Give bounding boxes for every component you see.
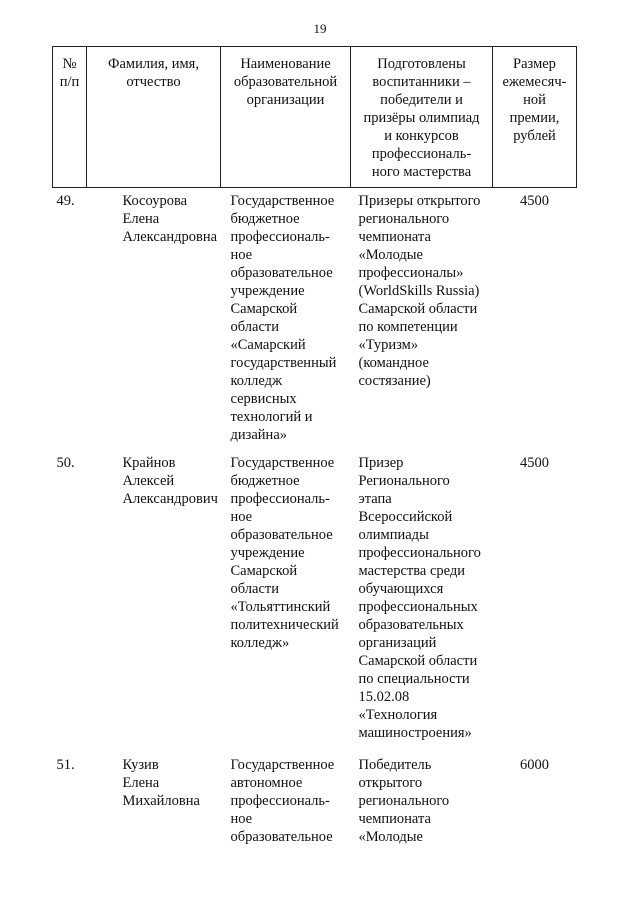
- name-line: Алексей: [122, 473, 175, 489]
- page-number: 19: [313, 21, 327, 36]
- organization-line: колледж: [230, 373, 282, 389]
- header-line: организации: [246, 92, 325, 108]
- header-line: Наименование: [240, 56, 331, 72]
- achievement-line: профессиональных: [358, 599, 478, 615]
- header-line: и конкурсов: [384, 128, 459, 144]
- organization-line: профессиональ-: [230, 229, 330, 245]
- header-line: премии,: [509, 110, 560, 126]
- header-line: №: [62, 56, 77, 72]
- row-number: 49.: [56, 193, 75, 209]
- header-line: ной: [523, 92, 546, 108]
- person-name: [87, 454, 221, 756]
- organization-line: Государственное: [230, 757, 335, 773]
- name-line: Александрович: [122, 491, 218, 507]
- achievement-line: «Технология: [358, 707, 438, 723]
- achievement-line: регионального: [358, 211, 450, 227]
- row-number: 50.: [56, 455, 75, 471]
- organization-line: колледж»: [230, 635, 290, 651]
- header-line: Фамилия, имя,: [108, 56, 199, 72]
- achievement-line: состязание): [358, 373, 431, 389]
- organization-line: автономное: [230, 775, 303, 791]
- table-header-row: [53, 47, 577, 188]
- name-line: Косоурова: [122, 193, 188, 209]
- header-organization: [221, 47, 351, 188]
- header-line: призёры олимпиад: [363, 110, 480, 126]
- bonus-amount: 4500: [520, 455, 549, 471]
- header-line: воспитанники –: [372, 74, 471, 90]
- header-line: Размер: [513, 56, 556, 72]
- bonus-amount: 4500: [520, 193, 549, 209]
- person-name: [87, 188, 221, 455]
- achievement-line: по специальности: [358, 671, 470, 687]
- achievement-line: Призер: [358, 455, 404, 471]
- header-line: п/п: [59, 74, 80, 90]
- name-line: Михайловна: [122, 793, 200, 809]
- achievement-line: (WorldSkills Russia): [358, 283, 480, 299]
- achievement-description: [351, 756, 493, 866]
- organization-line: Государственное: [230, 193, 335, 209]
- organization-line: ное: [230, 247, 253, 263]
- header-line: рублей: [513, 128, 556, 144]
- organization-line: бюджетное: [230, 211, 300, 227]
- achievement-line: этапа: [358, 491, 392, 507]
- achievement-line: профессионального: [358, 545, 481, 561]
- achievement-line: профессионалы»: [358, 265, 464, 281]
- person-name: [87, 756, 221, 866]
- achievement-line: «Молодые: [358, 829, 423, 845]
- organization-line: «Самарский: [230, 337, 306, 353]
- achievement-line: открытого: [358, 775, 423, 791]
- achievement-line: организаций: [358, 635, 437, 651]
- achievement-line: Регионального: [358, 473, 450, 489]
- organization-line: области: [230, 581, 279, 597]
- header-prepared-students: [351, 47, 493, 188]
- achievement-line: чемпионата: [358, 811, 431, 827]
- achievement-line: «Туризм»: [358, 337, 419, 353]
- name-line: Кузив: [122, 757, 159, 773]
- achievement-line: олимпиады: [358, 527, 429, 543]
- name-line: Елена: [122, 775, 160, 791]
- header-line: победители и: [380, 92, 463, 108]
- achievement-line: чемпионата: [358, 229, 431, 245]
- achievement-description: [351, 454, 493, 756]
- achievement-line: обучающихся: [358, 581, 444, 597]
- achievement-line: мастерства среди: [358, 563, 466, 579]
- bonus-amount: 6000: [520, 757, 549, 773]
- organization-line: образовательное: [230, 265, 333, 281]
- organization-line: технологий и: [230, 409, 313, 425]
- achievement-line: Победитель: [358, 757, 432, 773]
- organization-line: образовательное: [230, 527, 333, 543]
- header-line: отчество: [126, 74, 181, 90]
- header-line: профессиональ-: [371, 146, 472, 162]
- name-line: Крайнов: [122, 455, 176, 471]
- organization-name: [221, 756, 351, 866]
- organization-line: Самарской: [230, 563, 298, 579]
- achievement-line: 15.02.08: [358, 689, 410, 705]
- organization-line: Самарской: [230, 301, 298, 317]
- header-bonus-amount: [493, 47, 577, 188]
- table-row: [53, 188, 577, 455]
- achievement-line: Самарской области: [358, 653, 478, 669]
- organization-line: учреждение: [230, 545, 305, 561]
- organization-line: ное: [230, 509, 253, 525]
- table-row: [53, 756, 577, 866]
- organization-name: [221, 188, 351, 455]
- organization-line: сервисных: [230, 391, 297, 407]
- organization-line: образовательное: [230, 829, 333, 845]
- organization-line: государственный: [230, 355, 337, 371]
- header-line: Подготовлены: [377, 56, 466, 72]
- header-full-name: [87, 47, 221, 188]
- name-line: Елена: [122, 211, 160, 227]
- achievement-line: машиностроения»: [358, 725, 472, 741]
- achievement-line: образовательных: [358, 617, 464, 633]
- organization-name: [221, 454, 351, 756]
- row-number: 51.: [56, 757, 75, 773]
- organization-line: «Тольяттинский: [230, 599, 331, 615]
- achievement-line: (командное: [358, 355, 429, 371]
- awards-table: [52, 46, 577, 866]
- header-number: [53, 47, 87, 188]
- achievement-description: [351, 188, 493, 455]
- header-line: ного мастерства: [371, 164, 472, 180]
- achievement-line: Призеры открытого: [358, 193, 481, 209]
- name-line: Александровна: [122, 229, 218, 245]
- table-row: [53, 454, 577, 756]
- achievement-line: «Молодые: [358, 247, 423, 263]
- achievement-line: регионального: [358, 793, 450, 809]
- organization-line: ное: [230, 811, 253, 827]
- organization-line: бюджетное: [230, 473, 300, 489]
- organization-line: Государственное: [230, 455, 335, 471]
- organization-line: дизайна»: [230, 427, 288, 443]
- achievement-line: Самарской области: [358, 301, 478, 317]
- achievement-line: Всероссийской: [358, 509, 453, 525]
- organization-line: профессиональ-: [230, 491, 330, 507]
- organization-line: области: [230, 319, 279, 335]
- organization-line: политехнический: [230, 617, 339, 633]
- achievement-line: по компетенции: [358, 319, 458, 335]
- organization-line: профессиональ-: [230, 793, 330, 809]
- header-line: ежемесяч-: [502, 74, 567, 90]
- organization-line: учреждение: [230, 283, 305, 299]
- header-line: образовательной: [233, 74, 338, 90]
